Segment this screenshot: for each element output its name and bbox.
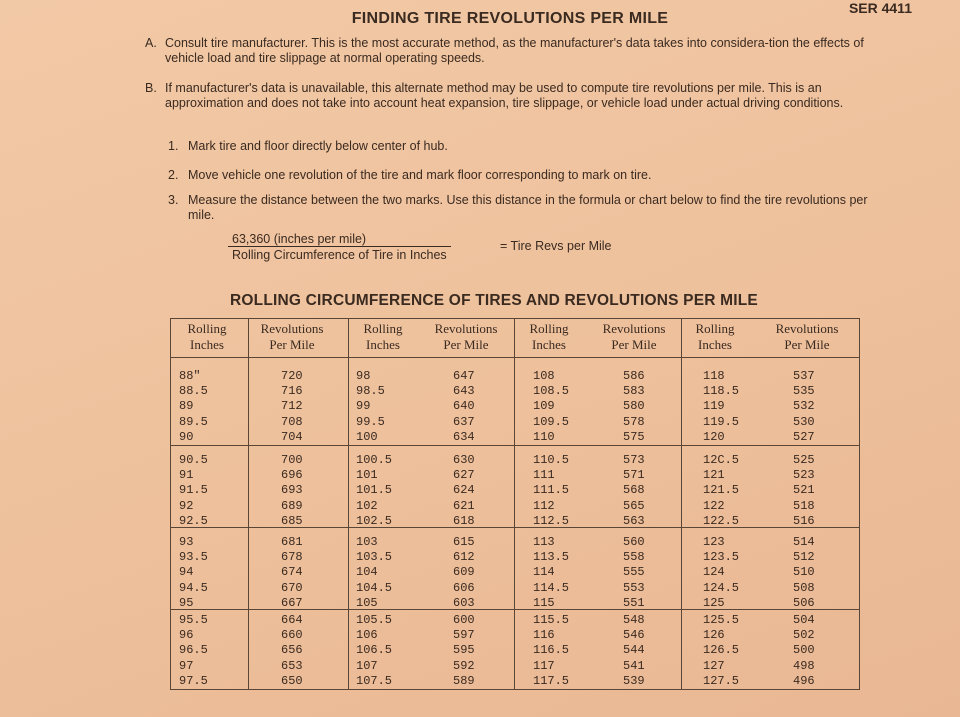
header-line: Revolutions [602, 321, 666, 336]
column-divider [681, 319, 682, 689]
header-line: Rolling [363, 321, 403, 336]
step-2 [168, 168, 888, 183]
table-cell-group: 664 660 656 653 650 [281, 613, 303, 688]
section-b-text: If manufacturer's data is unavailable, this alternate method may be used to compute tire revolutions per mile. This is an approximation and does not take into account heat expansion, tire slippage, or vehicle load under actual driving conditions. [165, 81, 844, 110]
step-2-number: 2. [168, 168, 179, 182]
header-line: Inches [532, 337, 566, 352]
step-3 [168, 193, 888, 223]
table-cell-group: 95.5 96 96.5 97 97.5 [179, 613, 208, 688]
table-cell-group: 537 535 532 530 527 [793, 369, 815, 444]
table-cell-group: 100.5 101 101.5 102 102.5 [356, 453, 393, 528]
document-code: SER 4411 [848, 0, 912, 16]
formula [228, 232, 612, 262]
header-rolling-inches-4 [683, 321, 747, 353]
formula-denominator: Rolling Circumference of Tire in Inches [228, 246, 451, 262]
header-divider [171, 357, 859, 358]
header-line: Rolling [187, 321, 227, 336]
table-cell-group: 514 512 510 508 506 [793, 535, 815, 610]
header-line: Per Mile [784, 337, 830, 352]
table-cell-group: 125.5 126 126.5 127 127.5 [703, 613, 740, 688]
column-divider [348, 319, 349, 689]
header-line: Per Mile [611, 337, 657, 352]
table-cell-group: 113 113.5 114 114.5 115 [533, 535, 570, 610]
header-revolutions-4 [759, 321, 855, 353]
table-cell-group: 615 612 609 606 603 [453, 535, 475, 610]
table-cell-group: 630 627 624 621 618 [453, 453, 475, 528]
header-revolutions-3 [591, 321, 677, 353]
step-1-text: Mark tire and floor directly below center of hub. [188, 139, 448, 153]
table-cell-group: 12C.5 121 121.5 122 122.5 [703, 453, 740, 528]
table-cell-group: 105.5 106 106.5 107 107.5 [356, 613, 393, 688]
column-divider [248, 319, 249, 689]
header-line: Per Mile [443, 337, 489, 352]
header-line: Rolling [529, 321, 569, 336]
table-cell-group: 504 502 500 498 496 [793, 613, 815, 688]
table-title: ROLLING CIRCUMFERENCE OF TIRES AND REVOLUTIONS PER MILE [230, 292, 758, 309]
header-line: Inches [366, 337, 400, 352]
header-line: Per Mile [269, 337, 315, 352]
table-cell-group: 103 103.5 104 104.5 105 [356, 535, 393, 610]
block-divider [171, 609, 859, 610]
section-a-label: A. [145, 36, 157, 50]
page-title: FINDING TIRE REVOLUTIONS PER MILE [351, 10, 669, 27]
table-cell-group: 118 118.5 119 119.5 120 [703, 369, 740, 444]
table-cell-group: 93 93.5 94 94.5 95 [179, 535, 208, 610]
section-a [145, 36, 888, 66]
block-divider [171, 445, 859, 446]
formula-result: = Tire Revs per Mile [500, 239, 612, 253]
header-line: Inches [190, 337, 224, 352]
table-cell-group: 720 716 712 708 704 [281, 369, 303, 444]
section-a-text: Consult tire manufacturer. This is the most accurate method, as the manufacturer's data takes into considera-tion the effects of vehicle load and tire slippage at normal operating speeds. [165, 36, 864, 65]
table-cell-group: 115.5 116 116.5 117 117.5 [533, 613, 570, 688]
table-cell-group: 90.5 91 91.5 92 92.5 [179, 453, 208, 528]
table-cell-group: 98 98.5 99 99.5 100 [356, 369, 385, 444]
table-cell-group: 525 523 521 518 516 [793, 453, 815, 528]
step-2-text: Move vehicle one revolution of the tire and mark floor corresponding to mark on tire. [188, 168, 652, 182]
header-line: Revolutions [775, 321, 839, 336]
table-cell-group: 573 571 568 565 563 [623, 453, 645, 528]
formula-numerator: 63,360 (inches per mile) [232, 232, 367, 246]
table-cell-group: 586 583 580 578 575 [623, 369, 645, 444]
header-rolling-inches-2 [351, 321, 415, 353]
header-line: Revolutions [434, 321, 498, 336]
header-rolling-inches-1 [175, 321, 239, 353]
column-divider [514, 319, 515, 689]
table-cell-group: 110.5 111 111.5 112 112.5 [533, 453, 570, 528]
step-3-number: 3. [168, 193, 179, 207]
header-line: Rolling [695, 321, 735, 336]
header-line: Revolutions [260, 321, 324, 336]
step-3-text: Measure the distance between the two marks. Use this distance in the formula or chart below to find the tire revolutions per mile. [188, 193, 868, 222]
table-cell-group: 88" 88.5 89 89.5 90 [179, 369, 208, 444]
table-cell-group: 700 696 693 689 685 [281, 453, 303, 528]
section-b [145, 81, 888, 111]
header-revolutions-1 [249, 321, 335, 353]
step-1-number: 1. [168, 139, 179, 153]
header-line: Inches [698, 337, 732, 352]
section-b-label: B. [145, 81, 157, 95]
table-cell-group: 548 546 544 541 539 [623, 613, 645, 688]
step-1 [168, 139, 888, 154]
table-cell-group: 647 643 640 637 634 [453, 369, 475, 444]
table-cell-group: 123 123.5 124 124.5 125 [703, 535, 740, 610]
table-cell-group: 108 108.5 109 109.5 110 [533, 369, 570, 444]
rolling-circumference-table [170, 318, 860, 690]
table-cell-group: 560 558 555 553 551 [623, 535, 645, 610]
table-cell-group: 681 678 674 670 667 [281, 535, 303, 610]
table-cell-group: 600 597 595 592 589 [453, 613, 475, 688]
header-rolling-inches-3 [517, 321, 581, 353]
header-revolutions-2 [423, 321, 509, 353]
block-divider [171, 527, 859, 528]
